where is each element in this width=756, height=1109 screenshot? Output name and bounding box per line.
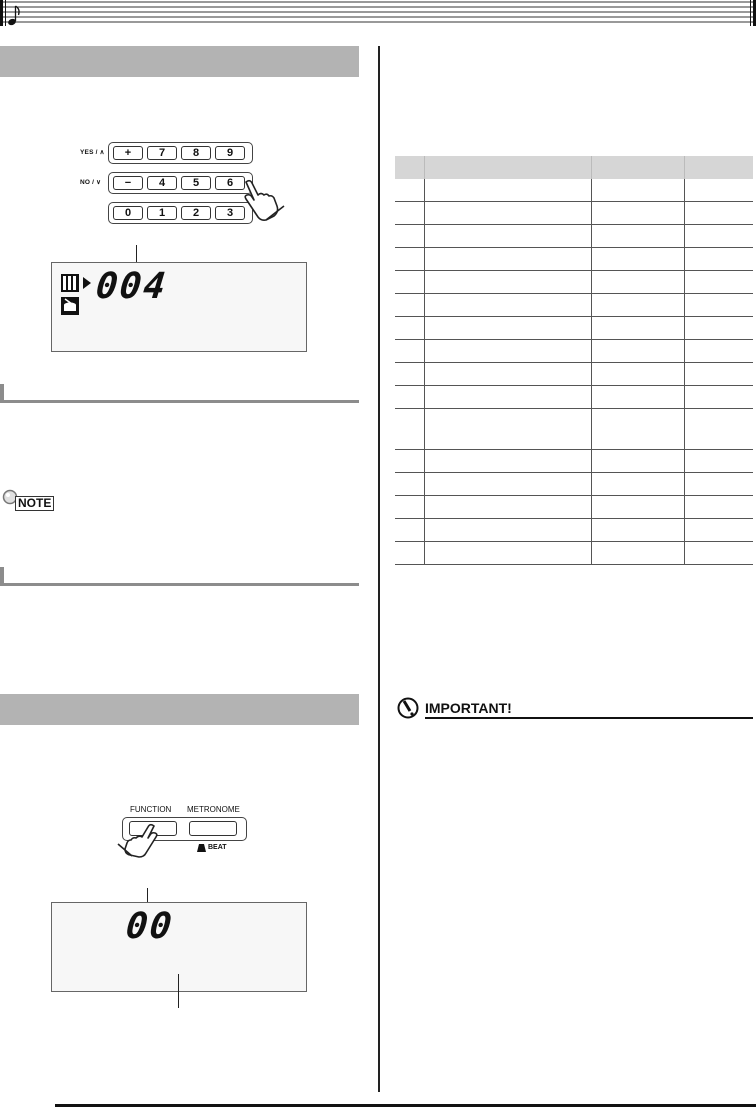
yes-label: YES / ∧ [80,149,105,156]
keypad-row-1 [108,142,253,164]
important-badge [395,697,753,721]
note-label: NOTE [15,496,54,511]
page-bottom-rule [55,1104,756,1107]
metronome-beat-icon [197,844,206,852]
table-cell [684,473,753,496]
table-cell [684,202,753,225]
table-cell [395,450,424,473]
table-cell [591,386,684,409]
music-staff-header [0,0,756,30]
keyboard-tone-icon [60,273,80,293]
table-cell [684,496,753,519]
subsection-rule [0,567,359,586]
keypad-row-2 [108,172,253,194]
table-cell [684,248,753,271]
table-cell [395,179,424,202]
key-6[interactable]: 6 [215,176,245,190]
table-row [395,519,753,542]
table-cell [424,496,591,519]
section-header-bar [0,694,359,725]
table-header-row [395,156,753,179]
table-cell [395,340,424,363]
table-row [395,363,753,386]
table-cell [684,179,753,202]
table-row [395,340,753,363]
table-cell [395,363,424,386]
table-cell [591,409,684,450]
beat-label: BEAT [208,844,227,851]
section-header-bar [0,46,359,77]
table-row [395,496,753,519]
table-cell [424,271,591,294]
table-cell [684,363,753,386]
table-cell [591,225,684,248]
table-cell [591,179,684,202]
callout-line [147,888,148,903]
table-cell [684,409,753,450]
lcd-display [51,262,307,352]
lcd-display [51,902,307,992]
pressing-hand-icon [114,822,164,858]
minus-key[interactable]: − [113,176,143,190]
pressing-hand-icon [238,176,288,222]
subsection-rule [0,384,359,403]
table-cell [591,450,684,473]
table-row [395,409,753,450]
callout-line [178,974,179,1008]
table-cell [684,317,753,340]
table-cell [591,317,684,340]
lcd-number: 004 [93,266,170,307]
table-row [395,179,753,202]
important-rule [425,717,753,719]
table-row [395,248,753,271]
table-row [395,202,753,225]
table-cell [424,179,591,202]
table-cell [591,363,684,386]
column-divider [378,46,380,1092]
plus-key[interactable]: + [113,146,143,160]
lcd-number: 00 [123,906,176,947]
table-cell [684,386,753,409]
table-row [395,317,753,340]
key-8[interactable]: 8 [181,146,211,160]
table-cell [424,542,591,565]
table-cell [591,542,684,565]
table-cell [684,450,753,473]
key-7[interactable]: 7 [147,146,177,160]
table-cell [424,450,591,473]
table-cell [684,542,753,565]
table-cell [395,386,424,409]
table-cell [684,294,753,317]
table-cell [424,473,591,496]
table-cell [684,225,753,248]
table-cell [424,386,591,409]
table-cell [684,340,753,363]
key-4[interactable]: 4 [147,176,177,190]
table-cell [424,409,591,450]
function-label: FUNCTION [130,805,172,814]
drum-rhythm-icon [60,296,80,316]
table-cell [591,294,684,317]
warning-icon [397,697,419,719]
key-2[interactable]: 2 [181,206,211,220]
keypad-row-3 [108,202,253,224]
important-label: IMPORTANT! [425,700,512,716]
key-0[interactable]: 0 [113,206,143,220]
table-cell [424,363,591,386]
key-3[interactable]: 3 [215,206,245,220]
table-cell [395,202,424,225]
table-cell [591,248,684,271]
metronome-button[interactable] [189,821,237,836]
table-cell [684,519,753,542]
table-cell [591,202,684,225]
table-cell [591,340,684,363]
table-cell [395,542,424,565]
table-cell [424,225,591,248]
selection-arrow-icon [83,277,91,289]
table-cell [424,248,591,271]
table-row [395,450,753,473]
table-cell [395,317,424,340]
table-cell [591,473,684,496]
table-cell [591,519,684,542]
table-row [395,542,753,565]
table-cell [395,248,424,271]
table-cell [591,271,684,294]
table-cell [395,519,424,542]
table-row [395,294,753,317]
table-row [395,386,753,409]
table-cell [395,473,424,496]
key-9[interactable]: 9 [215,146,245,160]
key-5[interactable]: 5 [181,176,211,190]
table-cell [591,496,684,519]
table-row [395,271,753,294]
callout-line [136,245,137,263]
table-cell [424,317,591,340]
no-label: NO / ∨ [80,179,102,186]
table-cell [395,409,424,450]
table-cell [424,519,591,542]
table-cell [395,271,424,294]
table-cell [684,271,753,294]
table-cell [424,294,591,317]
key-1[interactable]: 1 [147,206,177,220]
metronome-label: METRONOME [187,805,240,814]
table-cell [395,496,424,519]
table-cell [395,294,424,317]
table-row [395,225,753,248]
table-cell [424,202,591,225]
table-cell [424,340,591,363]
settings-table [395,156,753,565]
table-row [395,473,753,496]
table-cell [395,225,424,248]
